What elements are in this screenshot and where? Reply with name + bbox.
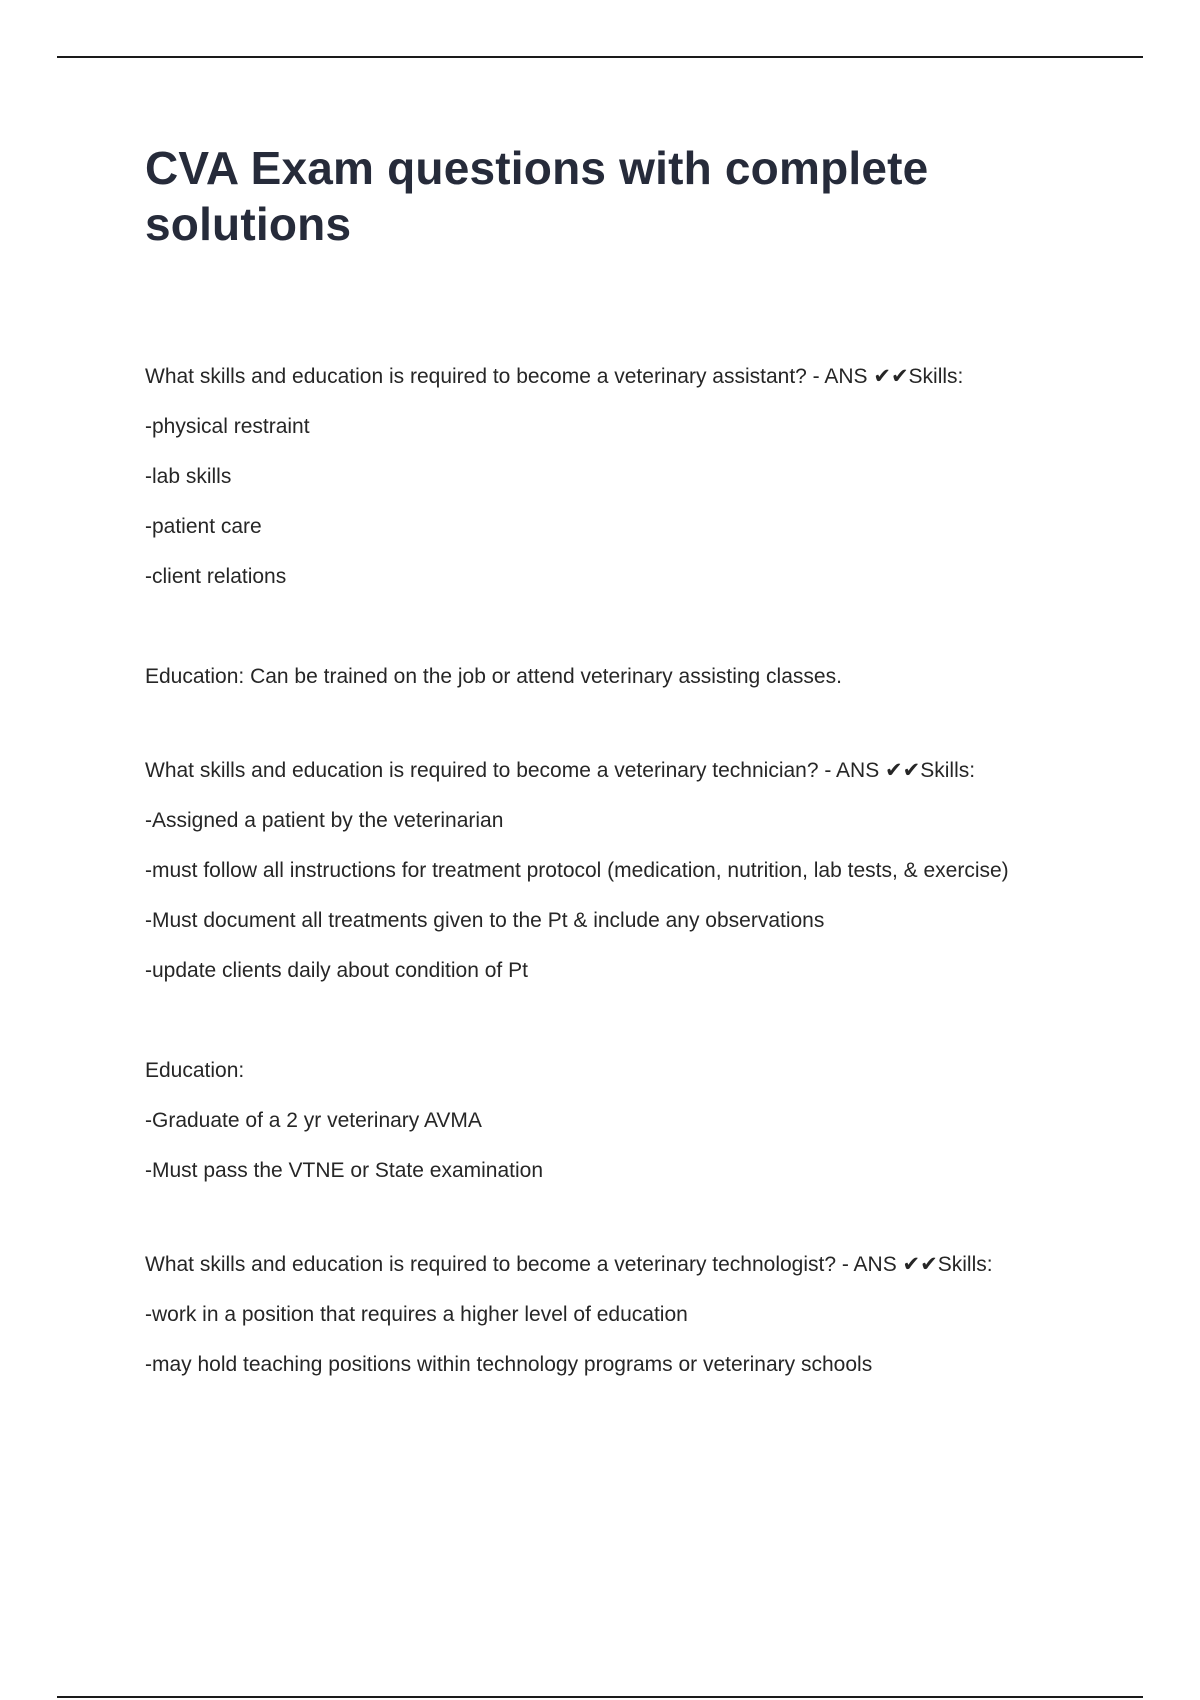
skill-item: -client relations [145,565,287,588]
document-title: CVA Exam questions with complete solutions [145,142,929,250]
education-item: -Graduate of a 2 yr veterinary AVMA [145,1109,482,1132]
paragraph-spacer [145,996,1135,1046]
education-heading: Education: Can be trained on the job or attend veterinary assisting classes. [145,665,842,688]
skill-item: -physical restraint [145,415,310,438]
skill-item: -patient care [145,515,262,538]
skill-item: -work in a position that requires a higher level of education [145,1303,688,1326]
question-text: What skills and education is required to become a veterinary technologist? - ANS ✔✔Skills: [145,1253,993,1276]
header-rule [57,56,1143,58]
education-item: -Must pass the VTNE or State examination [145,1159,544,1182]
education-heading: Education: [145,1059,245,1082]
question-text: What skills and education is required to become a veterinary technician? - ANS ✔✔Skills: [145,759,976,782]
skill-item: -lab skills [145,465,232,488]
skill-item: -may hold teaching positions within technology programs or veterinary schools [145,1353,873,1376]
qa-item [145,1240,1135,1390]
skill-item: -Must document all treatments given to the Pt & include any observations [145,909,825,932]
question-text: What skills and education is required to become a veterinary assistant? - ANS ✔✔Skills: [145,365,964,388]
paragraph-spacer [145,602,1135,652]
qa-item [145,746,1135,1196]
qa-item [145,352,1135,702]
footer-rule [57,1696,1143,1698]
qa-list [145,352,1135,1390]
document-body [145,140,1135,1434]
skill-item: -update clients daily about condition of Pt [145,959,528,982]
skill-item: -must follow all instructions for treatment protocol (medication, nutrition, lab tests, & exercise) [145,859,1009,882]
skill-item: -Assigned a patient by the veterinarian [145,809,504,832]
